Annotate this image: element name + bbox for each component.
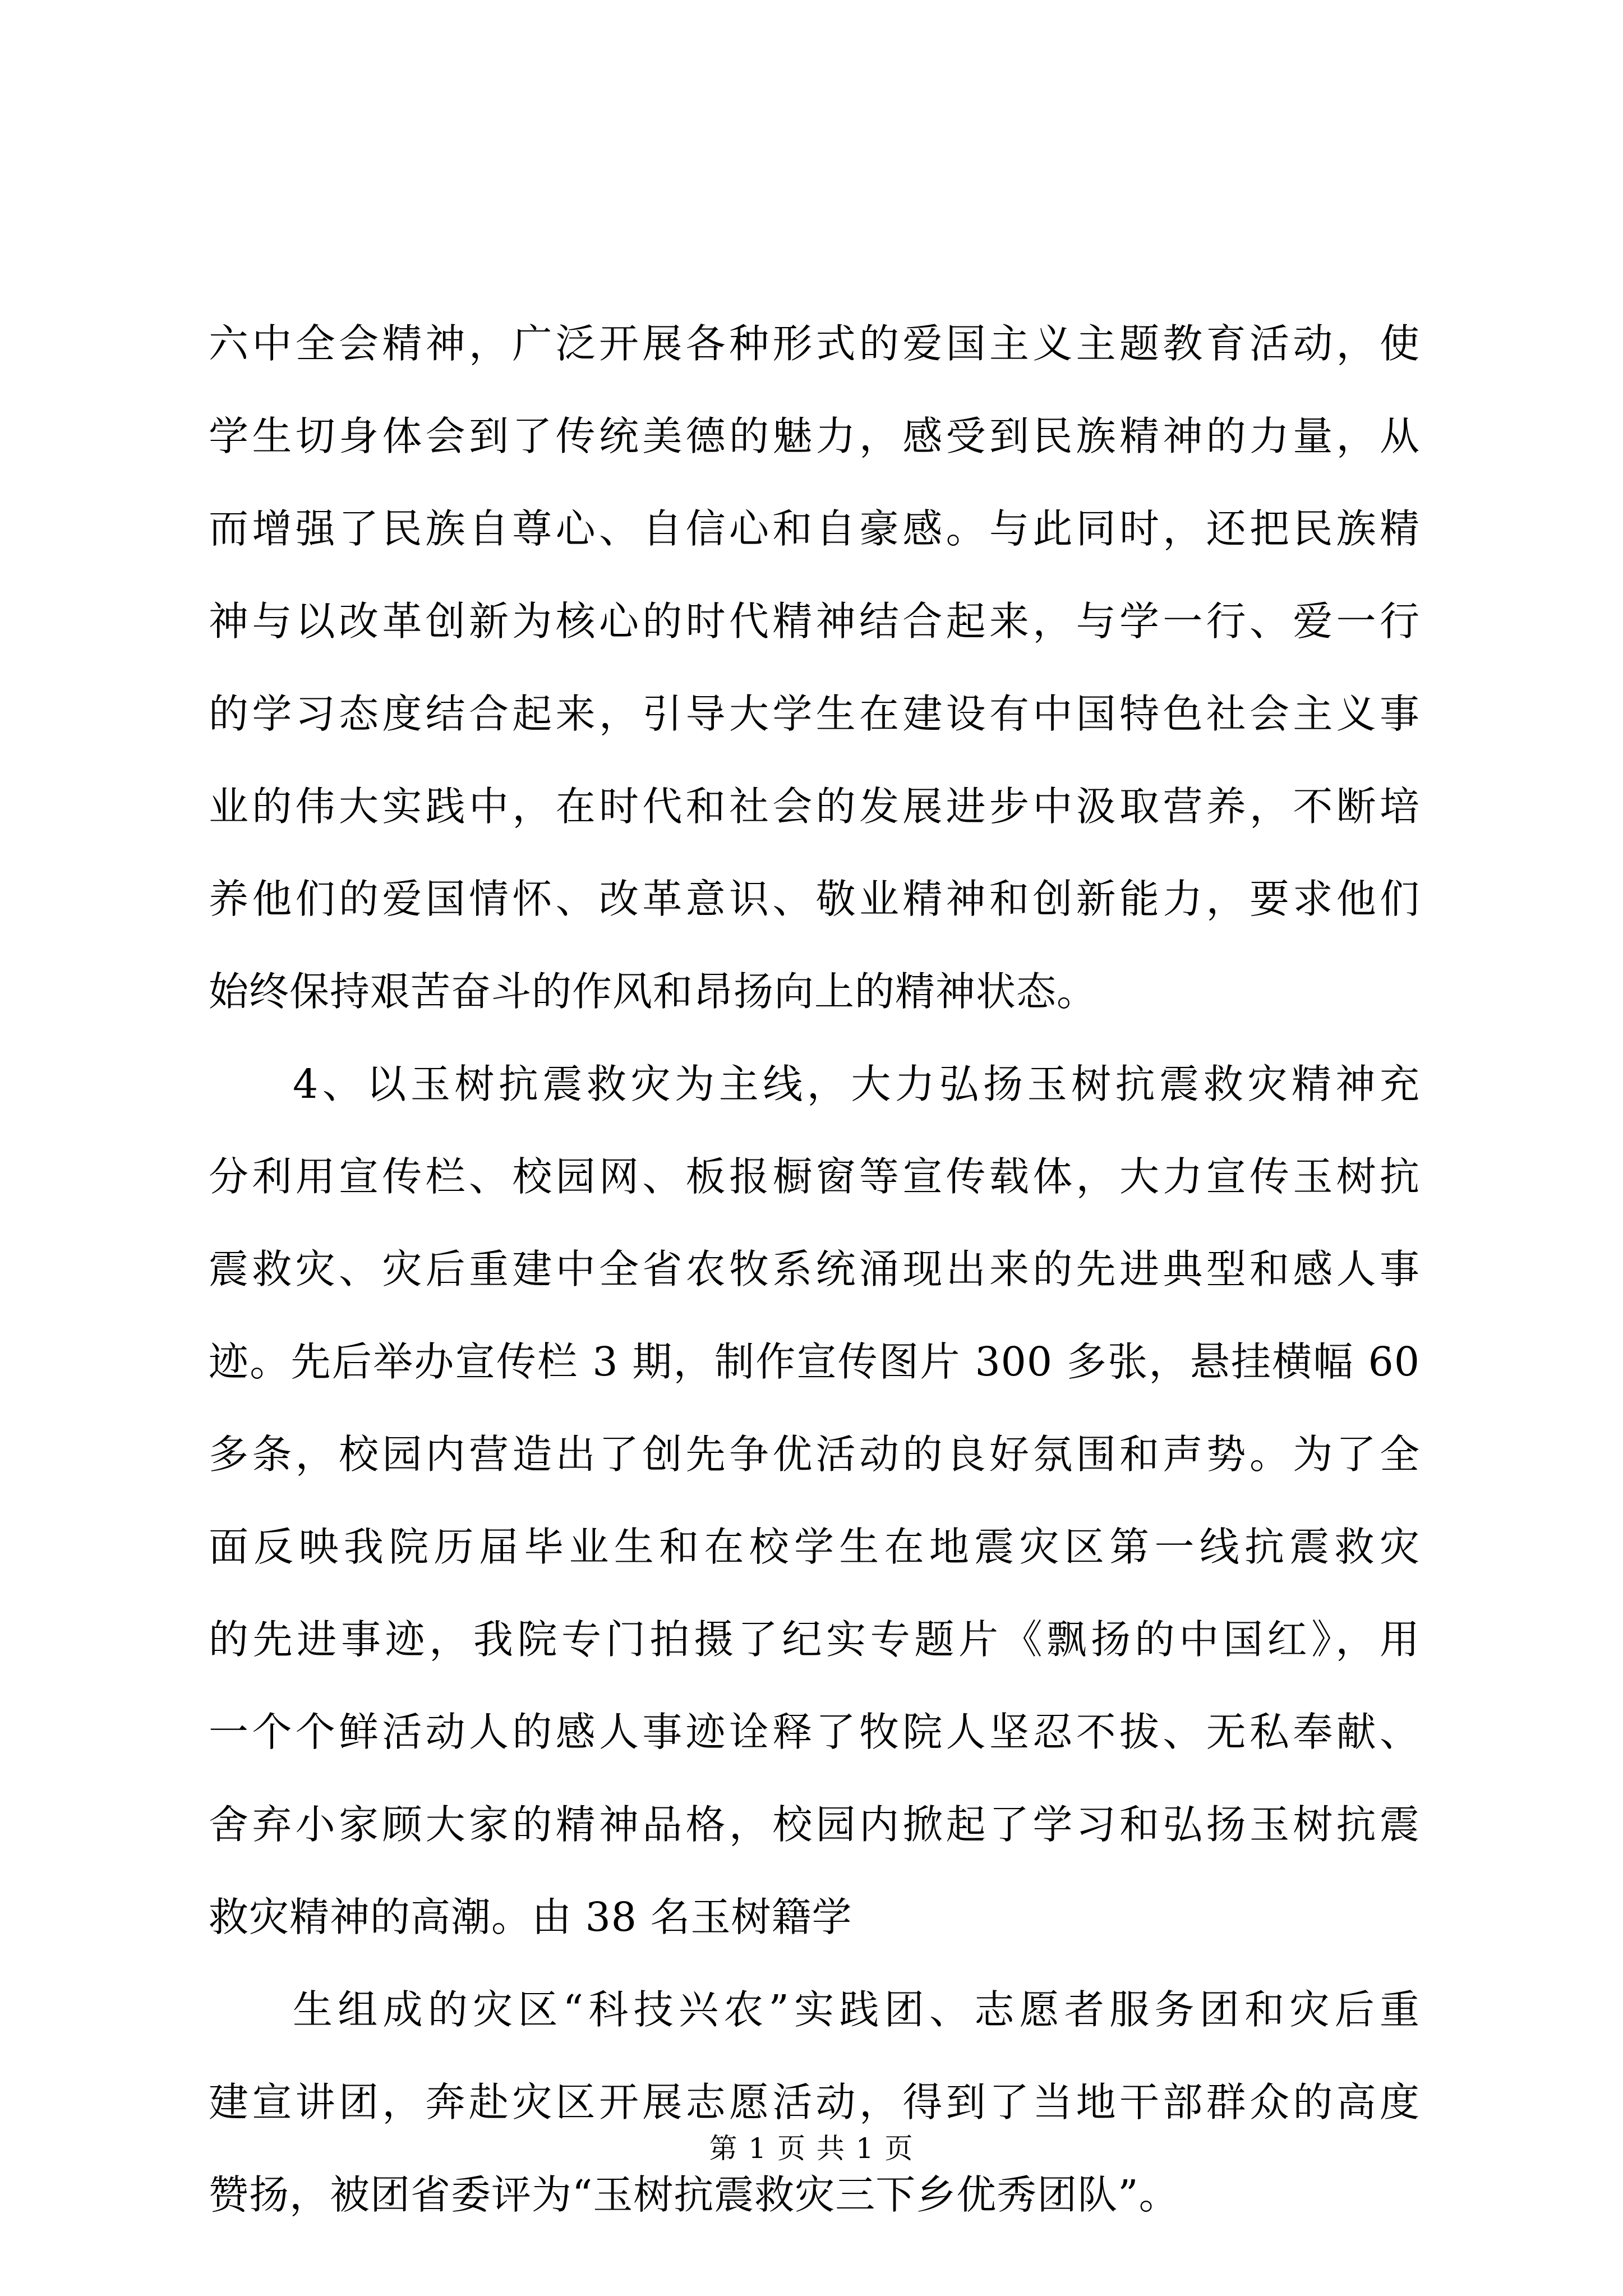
paragraph-line: 建宣讲团，奔赴灾区开展志愿活动，得到了当地干部群众的高度 (209, 2079, 1420, 2125)
paragraph-3 (209, 1963, 1420, 2241)
paragraph-line: 4、以玉树抗震救灾为主线，大力弘扬玉树抗震救灾精神充 (293, 1061, 1420, 1107)
paragraph-line: 的学习态度结合起来，引导大学生在建设有中国特色社会主义事 (209, 691, 1420, 737)
paragraph-line: 而增强了民族自尊心、自信心和自豪感。与此同时，还把民族精 (209, 505, 1420, 552)
paragraph-line: 一个个鲜活动人的感人事迹诠释了牧院人坚忍不拔、无私奉献、 (209, 1709, 1420, 1755)
paragraph-line: 始终保持艰苦奋斗的作风和昂扬向上的精神状态。 (209, 968, 1098, 1015)
paragraph-line: 业的伟大实践中，在时代和社会的发展进步中汲取营养，不断培 (209, 783, 1420, 830)
paragraph-line: 的先进事迹，我院专门拍摄了纪实专题片《飘扬的中国红》，用 (209, 1616, 1420, 1663)
paragraph-line: 迹。先后举办宣传栏 3 期，制作宣传图片 300 多张，悬挂横幅 60 (209, 1338, 1420, 1385)
paragraph-line: 舍弃小家顾大家的精神品格，校园内掀起了学习和弘扬玉树抗震 (209, 1801, 1420, 1848)
document-body (209, 297, 1420, 2241)
paragraph-line: 救灾精神的高潮。由 38 名玉树籍学 (209, 1894, 852, 1940)
paragraph-line: 生组成的灾区“科技兴农”实践团、志愿者服务团和灾后重 (293, 1986, 1420, 2033)
paragraph-1 (209, 297, 1420, 1038)
paragraph-line: 神与以改革创新为核心的时代精神结合起来，与学一行、爱一行 (209, 598, 1420, 645)
paragraph-line: 学生切身体会到了传统美德的魅力，感受到民族精神的力量，从 (209, 413, 1420, 459)
page-number-footer: 第 1 页 共 1 页 (709, 2132, 914, 2165)
paragraph-line: 六中全会精神，广泛开展各种形式的爱国主义主题教育活动，使 (209, 320, 1420, 367)
paragraph-line: 震救灾、灾后重建中全省农牧系统涌现出来的先进典型和感人事 (209, 1246, 1420, 1292)
paragraph-2 (209, 1038, 1420, 1963)
paragraph-line: 面反映我院历届毕业生和在校学生在地震灾区第一线抗震救灾 (209, 1524, 1420, 1570)
paragraph-line: 养他们的爱国情怀、改革意识、敬业精神和创新能力，要求他们 (209, 876, 1420, 922)
paragraph-line: 多条，校园内营造出了创先争优活动的良好氛围和声势。为了全 (209, 1431, 1420, 1478)
paragraph-line: 分利用宣传栏、校园网、板报橱窗等宣传载体，大力宣传玉树抗 (209, 1153, 1420, 1200)
paragraph-line: 赞扬，被团省委评为“玉树抗震救灾三下乡优秀团队”。 (209, 2171, 1179, 2218)
